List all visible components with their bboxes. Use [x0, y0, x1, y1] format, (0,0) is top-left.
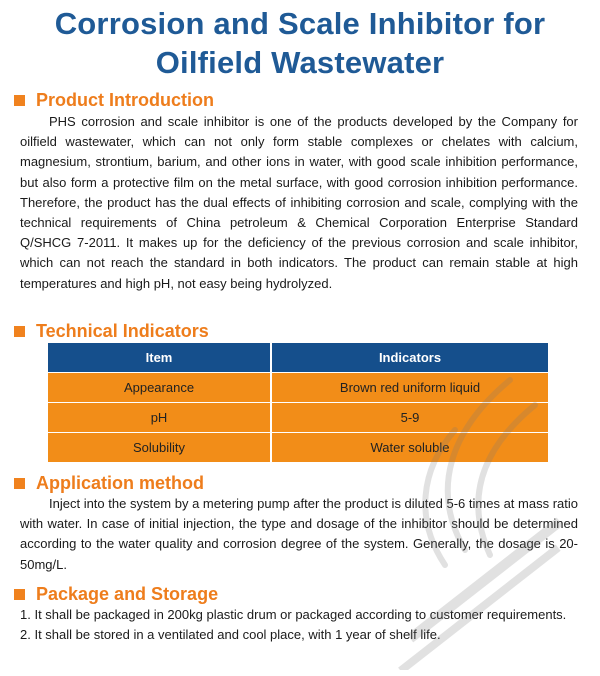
list-item: 2. It shall be stored in a ventilated and cool place, with 1 year of shelf life. [20, 627, 441, 643]
table-cell: Solubility [48, 432, 272, 462]
table-row [48, 432, 548, 462]
orange-square-bullet-icon [14, 478, 25, 489]
package-list [20, 605, 578, 645]
title-line-2: Oilfield Wastewater [155, 45, 445, 80]
page-title [0, 4, 600, 82]
orange-square-bullet-icon [14, 326, 25, 337]
intro-paragraph: PHS corrosion and scale inhibitor is one of the products developed by the Company for oilfield wastewater, which can not only form stable complexes or chelates with calcium, magnesium, strontium, barium, and other ions in water, with good scale inhibition performance, but also form a protective film on the metal surface, with good corrosion inhibition performance. Therefore, the product has the dual effects of inhibiting corrosion and scale, complying with the technical requirements of China petroleum & Chemical Corporation Enterprise Standard Q/SHCG 7-2011. It makes up for the deficiency of the previous corrosion and scale inhibitor, which can not reach the standard in both indicators. The product can remain stable at high temperatures and high pH, not easy being hydrolyzed. [20, 114, 578, 291]
indicators-table [48, 343, 548, 462]
table-cell: 5-9 [272, 402, 548, 432]
section-application-method [14, 472, 204, 494]
table-cell: Appearance [48, 372, 272, 402]
table-cell: Brown red uniform liquid [272, 372, 548, 402]
table-cell: pH [48, 402, 272, 432]
title-line-1: Corrosion and Scale Inhibitor for [54, 6, 546, 41]
table-row [48, 402, 548, 432]
section-package-storage [14, 583, 218, 605]
section-product-introduction [14, 89, 214, 111]
section-technical-indicators [14, 320, 209, 342]
list-item: 1. It shall be packaged in 200kg plastic drum or packaged according to customer requirements. [20, 607, 567, 622]
table-cell: Water soluble [272, 432, 548, 462]
section-heading: Application method [36, 473, 204, 493]
application-paragraph: Inject into the system by a metering pump after the product is diluted 5-6 times at mass ratio with water. In case of initial injection, the type and dosage of the inhibitor should be determined according to the water quality and corrosion degree of the system. Generally, the dosage is 20-50mg/L. [20, 496, 578, 572]
column-header-indicators: Indicators [272, 343, 548, 372]
table-header-row [48, 343, 548, 372]
column-header-item: Item [48, 343, 272, 372]
table-row [48, 372, 548, 402]
orange-square-bullet-icon [14, 95, 25, 106]
section-heading: Technical Indicators [36, 321, 209, 341]
orange-square-bullet-icon [14, 589, 25, 600]
section-heading: Package and Storage [36, 584, 219, 604]
section-heading: Product Introduction [36, 90, 214, 110]
